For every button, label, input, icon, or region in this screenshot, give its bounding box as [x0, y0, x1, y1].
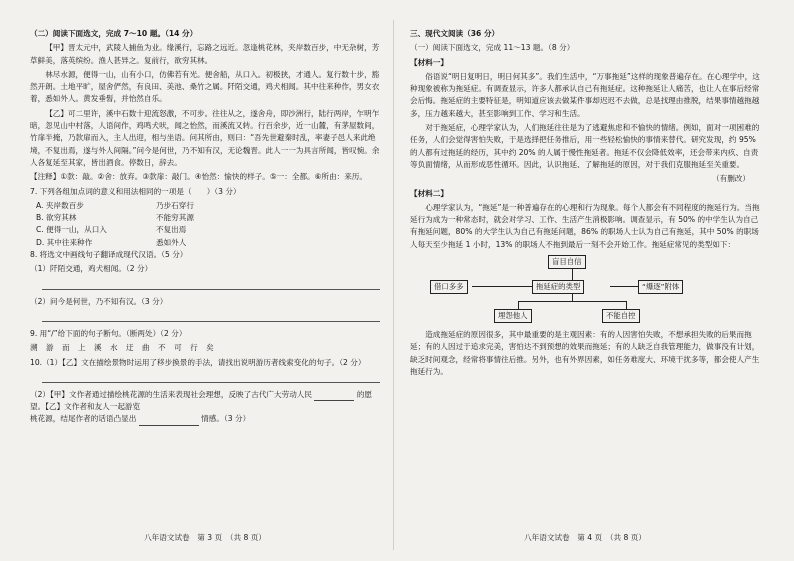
q8-item-1: （1）阡陌交通，鸡犬相闻。（2 分）: [30, 264, 153, 274]
part-heading: 三、现代文阅读（36 分）: [410, 29, 500, 38]
material-2-para-1: 心理学家认为，“拖延”是一种普遍存在的心理和行为现象。每个人都会有不同程度的拖延行为。当拖延行为成为一种常态时，就会对学习、工作、生活产生消极影响。调查显示，有 50% 的中学生认为自己有拖延问题，80% 的大学生认为自己有拖延问题，86% 的职场人士认为自己有拖延，其中 50% 的职场人每天至少拖延 1 小时，13% 的职场人不拖到最后一刻不会开始工作。拖延症常见的类型如下：: [410, 202, 760, 249]
q7-option-d[interactable]: D. 其中往来种作 悉如外人: [36, 237, 187, 247]
q7-option-a[interactable]: A. 夹岸数百步 乃步石穿行: [36, 200, 194, 210]
page-4: [410, 28, 760, 548]
type-box-bottom-left: 埋怨他人: [494, 309, 532, 323]
type-box-center: 拖延症的类型: [532, 280, 584, 294]
type-box-right: “爆逐”附体: [638, 280, 683, 294]
connector-top: [572, 268, 573, 280]
material-1-title: 【材料一】: [410, 57, 448, 67]
q9-sentence[interactable]: 溯 游 而 上 溪 水 迂 曲 不 可 行 矣: [30, 343, 217, 353]
q7-option-c[interactable]: C. 便得一山，从口入 不复出焉: [36, 225, 187, 235]
material-1-para-2: 对于拖延症，心理学家认为，人们拖延往往是为了逃避焦虑和不愉快的情绪。例如，面对一项困难的任务，人们会觉得害怕失败，于是选择把任务推后，用一些轻松愉快的事情来替代。研究发现，约 95% 的人都有过拖延的经历，其中约 20% 的人属于慢性拖延者。拖延不仅会降低效率，还会带来内疚、自责等负面情绪，从而形成恶性循环。因此，认识拖延、了解拖延的原因，对于我们克服拖延至关重要。: [410, 123, 760, 169]
question-10-1: 10.（1）【乙】文在描绘景物时运用了移步换景的手法，请找出说明游历者线索变化的句子。（2 分）: [30, 357, 366, 367]
page-4-footer: 八年语文试卷 第 4 页 （共 8 页）: [524, 532, 646, 542]
passage-a-para-2: 林尽水源，便得一山，山有小口，仿佛若有光。便舍船，从口入。初极狭，才通人。复行数十步，豁然开朗。土地平旷，屋舍俨然，有良田、美池、桑竹之属。阡陌交通，鸡犬相闻。其中往来种作，男女衣着，悉如外人。黄发垂髫，并怡然自乐。: [30, 69, 380, 104]
question-10-2: （2）【甲】文作者通过描绘桃花源的生活来表现社会理想，反映了古代广大劳动人民 的愿望。【乙】文作者和友人一起游览 桃花源，结尾作者的话语凸显出 情感。（3 分）: [30, 389, 380, 426]
connector-right: [610, 286, 638, 287]
connector-bottom-bar: [518, 301, 626, 302]
connector-down: [572, 293, 573, 301]
type-box-left: 借口多多: [430, 280, 468, 294]
q10-1-answer-line[interactable]: [42, 371, 380, 383]
connector-bottom-right: [626, 301, 627, 309]
question-9: 9. 用“/”给下面的句子断句。（断两处）（2 分）: [30, 328, 187, 338]
section-heading: （二）阅读下面选文，完成 7～10 题。（14 分）: [30, 29, 198, 38]
question-8: 8. 将选文中画线句子翻译成现代汉语。（5 分）: [30, 250, 188, 260]
procrastination-type-diagram: [410, 255, 760, 323]
q7-option-b[interactable]: B. 欲穷其林 不能穷其源: [36, 213, 194, 223]
q8-item-2: （2）问今是何世，乃不知有汉。（3 分）: [30, 296, 168, 306]
page-3: [30, 28, 380, 548]
notes: 【注释】①款：敲。②舍：放弃。③款扉：敲门。④怡然：愉快的样子。⑤一：全都。⑥所由：来历。: [30, 172, 367, 182]
page-divider: [393, 20, 394, 550]
q8-answer-line-1[interactable]: [42, 278, 380, 290]
passage-a-para-1: 【甲】晋太元中，武陵人捕鱼为业。缘溪行，忘路之远近。忽逢桃花林，夹岸数百步，中无杂树，芳草鲜美，落英缤纷。渔人甚异之。复前行，欲穷其林。: [30, 43, 380, 65]
source-note: （有删改）: [712, 174, 750, 184]
passage-b: 【乙】可二里许，溪中石数十迎流怒激，不可步。往往从之，遂舍舟，即沙洲行，陆行两岸，乍明乍暗，忽见山中村落，人语间作，鸡鸣犬吠，闻之怡然，而溪流又转。行百余步，近一山麓，有茅屋数间，竹扉半掩，乃款扉而入，主人出迎，相与坐语。问其所由，则曰：“吾先世避秦时乱，率妻子邑人来此绝境，不复出焉，遂与外人间隔。”问今是何世，乃不知有汉，无论魏晋。此人一一为具言所闻，皆叹惋。余人各复延至其家，皆出酒食。停数日，辞去。: [30, 108, 380, 167]
q10-blank-1[interactable]: [314, 392, 354, 401]
q8-answer-line-2[interactable]: [42, 310, 380, 322]
page-3-footer: 八年语文试卷 第 3 页 （共 8 页）: [144, 532, 266, 542]
material-2-para-2: 造成拖延症的原因很多，其中最重要的是主观因素：有的人因害怕失败，不想承担失败的后果而拖延；有的人因过于追求完美，害怕达不到预想的效果而拖延；有的人缺乏自我管理能力，做事没有计划，缺乏时间观念，经常将事情往后推。另外，也有外界因素，如任务难度大、环境干扰多等，都会使人产生拖延行为。: [410, 330, 760, 376]
type-box-bottom-right: 不能自控: [602, 309, 640, 323]
question-7: 7. 下列各组加点词的意义和用法相同的一项是（ ）（3 分）: [30, 186, 241, 196]
material-1-para-1: 俗语说“明日复明日，明日何其多”。我们生活中，“万事拖延”这样的现象普遍存在。在心理学中，这种现象被称为拖延症。有调查显示，许多人都承认自己有拖延症。这种拖延让人痛苦，也让人在事后经常会后悔。拖延症的主要特征是，明知道应该去做某件事却迟迟不去做，总是找理由推脱，结果事情越拖越多，压力越来越大，甚至影响到工作、学习和生活。: [410, 71, 760, 118]
material-2-title: 【材料二】: [410, 188, 448, 198]
sub-heading: （一）阅读下面选文，完成 11～13 题。（8 分）: [410, 43, 575, 53]
connector-left: [472, 286, 532, 287]
connector-bottom-left: [518, 301, 519, 309]
q10-blank-2[interactable]: [139, 417, 199, 426]
type-box-top: 盲目自信: [548, 255, 586, 269]
